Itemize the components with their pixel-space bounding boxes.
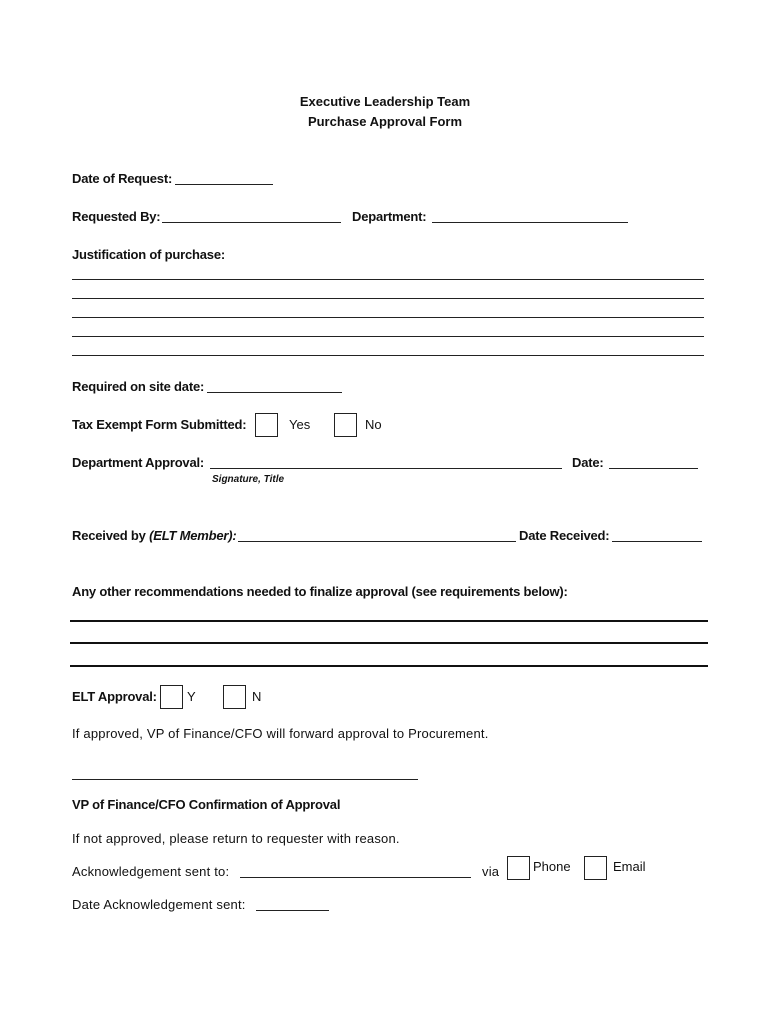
elt-approval-no-checkbox[interactable] [223, 685, 246, 709]
tax-exempt-no-checkbox[interactable] [334, 413, 357, 437]
department-approval-date-input[interactable] [609, 468, 698, 469]
department-label: Department: [352, 209, 427, 224]
tax-exempt-yes-checkbox[interactable] [255, 413, 278, 437]
vp-confirmation-label: VP of Finance/CFO Confirmation of Approval [72, 797, 341, 812]
recommendations-line[interactable] [70, 665, 708, 667]
elt-approval-yes-label: Y [187, 689, 196, 704]
justification-line[interactable] [72, 317, 704, 318]
received-by-input[interactable] [238, 541, 516, 542]
received-by-label [72, 528, 237, 543]
justification-line[interactable] [72, 355, 704, 356]
ack-phone-label: Phone [533, 859, 571, 874]
ack-email-checkbox[interactable] [584, 856, 607, 880]
tax-exempt-label: Tax Exempt Form Submitted: [72, 417, 247, 432]
required-on-site-input[interactable] [207, 392, 342, 393]
date-ack-sent-label: Date Acknowledgement sent: [72, 897, 246, 912]
justification-line[interactable] [72, 279, 704, 280]
received-by-text: Received by [72, 528, 146, 543]
form-title-line2: Purchase Approval Form [307, 114, 463, 129]
justification-label: Justification of purchase: [72, 247, 225, 262]
ack-phone-checkbox[interactable] [507, 856, 530, 880]
if-approved-note: If approved, VP of Finance/CFO will forward approval to Procurement. [72, 726, 489, 741]
elt-approval-label: ELT Approval: [72, 689, 157, 704]
date-received-input[interactable] [612, 541, 702, 542]
date-of-request-label: Date of Request: [72, 171, 173, 186]
requested-by-input[interactable] [162, 222, 341, 223]
justification-line[interactable] [72, 298, 704, 299]
form-title-line1: Executive Leadership Team [299, 94, 471, 109]
requested-by-label: Requested By: [72, 209, 161, 224]
elt-approval-no-label: N [252, 689, 262, 704]
date-of-request-input[interactable] [175, 184, 273, 185]
vp-signature-input[interactable] [72, 779, 418, 780]
ack-email-label: Email [613, 859, 646, 874]
recommendations-line[interactable] [70, 620, 708, 622]
department-approval-date-label: Date: [572, 455, 604, 470]
tax-exempt-no-label: No [365, 417, 382, 432]
via-label: via [482, 864, 500, 879]
department-input[interactable] [432, 222, 628, 223]
tax-exempt-yes-label: Yes [289, 417, 311, 432]
date-received-label: Date Received: [519, 528, 610, 543]
if-not-approved-note: If not approved, please return to requester with reason. [72, 831, 400, 846]
ack-sent-to-label: Acknowledgement sent to: [72, 864, 230, 879]
signature-title-caption: Signature, Title [212, 474, 285, 485]
department-approval-signature-input[interactable] [210, 468, 562, 469]
required-on-site-label: Required on site date: [72, 379, 205, 394]
recommendations-label: Any other recommendations needed to finalize approval (see requirements below): [72, 584, 568, 599]
elt-approval-yes-checkbox[interactable] [160, 685, 183, 709]
justification-line[interactable] [72, 336, 704, 337]
elt-member-text: (ELT Member): [149, 528, 237, 543]
department-approval-label: Department Approval: [72, 455, 205, 470]
recommendations-line[interactable] [70, 642, 708, 644]
ack-sent-to-input[interactable] [240, 877, 471, 878]
date-ack-sent-input[interactable] [256, 910, 329, 911]
